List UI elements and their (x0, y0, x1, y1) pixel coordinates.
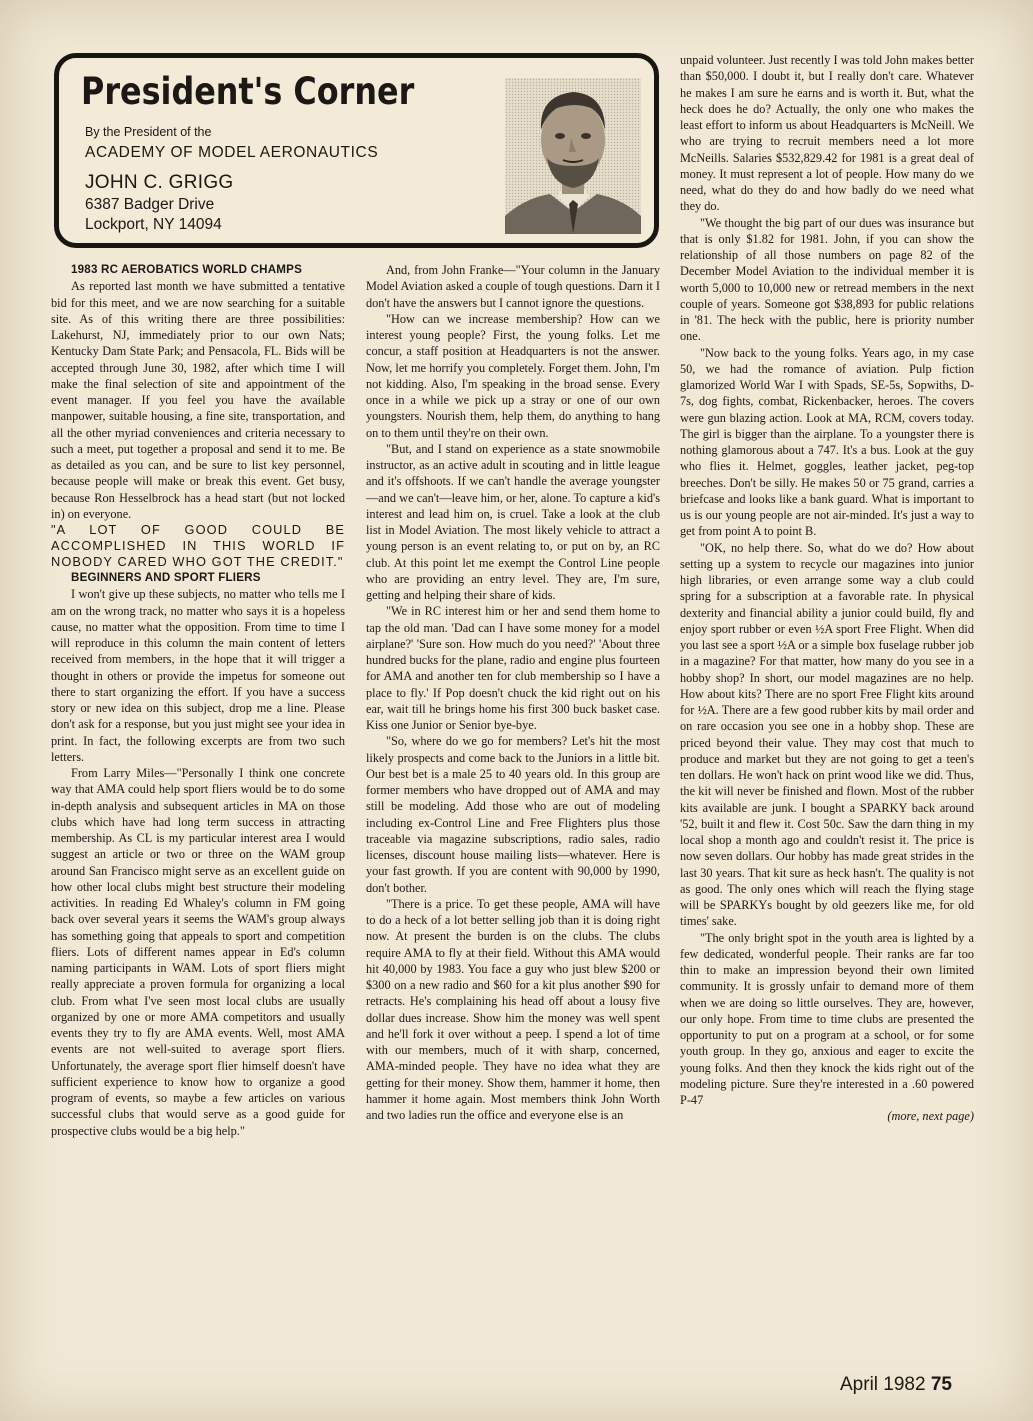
paragraph: I won't give up these subjects, no matter who tells me I am on the wrong track, no matter who says it is a hopeless cause, no matter what the opposition. From time to time I will reproduce in this column the main content of letters received from members, in the hope that it will trigger a thought in others or provide the impetus for someone out there to start organizing the effort. If you have a success story or new idea on this subject, drop me a line. Please don't ask for a response, but you just might see your idea in print. In fact, the following excerpts are from two such letters. (51, 587, 345, 764)
header-box (54, 53, 659, 248)
paragraph: As reported last month we have submitted a tentative bid for this meet, and we are now searching for a suitable site. As of this writing there are three possibilities: Lakehurst, NJ, immediately prior to our own Nats; Kentucky Dam State Park; and Pensacola, FL. Bids will be accepted through June 30, 1982, after which time I will make the final selection of site and appointment of the event manager. If you feel you have the available manpower, suitable housing, a fine site, transportation, and all the other myriad conveniences and criteria necessary to such a meet, put together a proposal and send it to me. Be as detailed as you can, and be sure to list key personnel, because people will make or break this event. Get busy, because Ron Hesselbrock has a head start (but not locked in) on everyone. (51, 279, 345, 521)
portrait-photo-icon (505, 78, 641, 234)
paragraph: unpaid volunteer. Just recently I was told John makes better than $50,000. I doubt it, but I really don't care. Whatever he makes I am sure he earns and is worth it. But, what the heck does he do? Actually, the only one who makes the least effort to inform us about Headquarters is McNeill. We who are trying to recruit members need a lot more McNeills. Salaries $532,829.42 for 1981 is a great deal of money. It must represent a lot of people. How many do we need, what do they do and how badly do we need what they do. (680, 53, 974, 214)
paragraph: "There is a price. To get these people, AMA will have to do a heck of a lot better selling job than it is doing right now. At present the burden is on the clubs. The clubs require AMA to fly at their field. Without this AMA would hit 40,000 by 1983. You face a guy who just blew $200 or $300 on a new radio and $60 for a kit plus another $90 for retracts. He's complaining his head off about a lousy five dollar dues increase. Show him the money was well spent and he'll fork it over without a peep. I spend a lot of time with our members, much of it with sharp, concerned, AMA-minded people. They have no idea what they are getting for their money. Show them, hammer it home, then hammer it home again. Most members think John Worth and two ladies run the office and everyone else is an (366, 896, 660, 1122)
by-line: By the President of the (85, 125, 212, 139)
author-name: JOHN C. GRIGG (85, 172, 234, 193)
continued-note: (more, next page) (887, 1109, 974, 1124)
paragraph: "We thought the big part of our dues was insurance but that is only $1.82 for 1981. John, if you can show the relationship of all those numbers on page 82 of the December Model Aviation to the individual member it is worth 5,000 to 10,000 new or retread members in the next couple of years. Someone got $38,893 for public relations in '81. The heck with the public, here is priority number one. (680, 215, 974, 344)
paragraph: "The only bright spot in the youth area is lighted by a few dedicated, wonderful people. Their ranks are far too thin to make an impression beyond their own limited community. It is grossly unfair to demand more of them when we are doing so little ourselves. They are, however, our only hope. From time to time clubs are presented the opportunity to put on a program at a school, or for some youth group. In they go, anxious and eager to excite the young folks. And then they knock the kids right out of the modeling picture. Sure they're interested in a .60 powered P-47 (680, 930, 974, 1107)
paragraph: "But, and I stand on experience as a state snowmobile instructor, as an active adult in scouting and in little league and it's offshoots. If we can't handle the average youngster—and we can't—leave him, or her, alone. To capture a kid's interest and lead him on, is cruel. Take a look at the club list in Model Aviation. The most likely vehicle to attract a young person is an event relating to, or put on by, an RC club. At this point let me exempt the Control Line people who are providing an entry level. They are, I'm sure, getting and helping their share of kids. (366, 441, 660, 602)
pull-quote: "A LOT OF GOOD COULD BE ACCOMPLISHED IN THIS WORLD IF NOBODY CARED WHO GOT THE CREDIT." (51, 522, 345, 569)
column-title: President's Corner (81, 70, 415, 113)
paragraph: "We in RC interest him or her and send them home to tap the old man. 'Dad can I have some money for a model airplane?' 'Sure son. How much do you need?' 'About three hundred bucks for the plane, radio and engine plus fourteen for AMA and another ten for club membership so I have a place to fly.' If Pop doesn't chuck the kid right out on his ear, wait till he brings home his first 300 buck basket case. Kiss one Junior or Senior bye-bye. (366, 604, 660, 732)
address-line-1: 6387 Badger Drive (85, 196, 215, 213)
paragraph: From Larry Miles—"Personally I think one concrete way that AMA could help sport fliers would be to do some in-depth analysis and subsequent articles in MA on those clubs which have had long term success in attracting membership. As CL is my particular interest area I would suggest an article or two or three on the WAM group around San Francisco might serve as an excellent guide on how other local clubs might best structure their modeling activities. In reading Ed Whaley's column in FM going back over several years it seems the WAM's group always has something going that appeals to sport and competition fliers. Lots of different names appear in Ed's column naming participants in WAM. Lots of sport fliers might really appreciate a proven formula for organizing a local club. From what I've seen most local clubs are usually organized by one or more AMA competitors and usually events they try to fly are AMA events. Well, most AMA events are not well-suited to average sport fliers. Unfortunately, the average sport flier himself doesn't have sufficient experience to know how to organize a good program of events, so maybe a few articles on various successful clubs that would serve as a good guide for prospective clubs would be a big help." (51, 766, 345, 1138)
paragraph: "So, where do we go for members? Let's hit the most likely prospects and come back to the Juniors in a little bit. Our best bet is a male 25 to 40 years old. In this group are former members who have dropped out of AMA and may still be modeling. Add those who are out of modeling including ex-Control Line and Free Flighters plus those traceable via magazine subscriptions, radio sales, radio licenses, discount house mailing lists—whatever. Here is your fast growth. If you are content with 90,000 by 1990, don't bother. (366, 734, 660, 895)
address-line-2: Lockport, NY 14094 (85, 216, 222, 233)
section-heading-beginners: BEGINNERS AND SPORT FLIERS (71, 571, 261, 584)
issue-date: April 1982 (840, 1374, 926, 1395)
section-heading-aerobatics: 1983 RC AEROBATICS WORLD CHAMPS (71, 263, 303, 276)
text-column-2 (366, 262, 660, 1123)
paragraph: And, from John Franke—"Your column in the January Model Aviation asked a couple of tough questions. Darn it I don't have the answers but I cannot ignore the questions. (366, 263, 660, 310)
page-footer (840, 1374, 952, 1396)
paragraph: "Now back to the young folks. Years ago, in my case 50, we had the romance of aviation. Pulp fiction glamorized World War I with Spads, SE-5s, Sopwiths, D-7s, dog fights, combat, Rickenbacker, heroes. The covers were gun blazing action. Look at MA, RCM, covers today. The girl is bigger than the airplane. To a youngster there is nothing glamorous about a 747. It's a bus. Look at the guy who flies it. Helmet, goggles, leather jacket, peg-top breeches. Don't be silly. He makes 50 or 75 grand, carries a briefcase and looks like a bank guard. What is important to us is our young people are not air-minded. It's just a way to get from point A to point B. (680, 345, 974, 539)
organization-name: ACADEMY OF MODEL AERONAUTICS (85, 144, 379, 161)
paragraph: "OK, no help there. So, what do we do? How about setting up a system to recycle our magazines into junior high libraries, or even arrange some way a club could spring for a subscription at a favorable rate. In physical dexterity and financial ability a junior could build, fly and enjoy sport rubber or even ½A sport Free Flight. When did you last see a sport ½A or a simple box fuselage rubber job in a magazine? For that matter, how many do you see in a hobby shop? In short, our model magazines are no help. How about kits? There are no sport Free Flight kits around for ½A. There are a few good rubber kits by mail order and on rare occasion you see one in a hobby shop. These are priced beyond their value. They may cost that much to produce and market but they are not going to get a teen's ten dollars. He won't hack on print wood like we did. Thus, the kit will never be finished and flown. Most of the rubber kits available are junk. I bought a SPARKY back around '52, built it and flew it. Cost 50c. Saw the darn thing in my local shop a month ago and couldn't resist it. The price is now seven dollars. Our hobby has made great strides in the last 30 years. That kit sure as heck hasn't. The quality is not as good. The only ones which will reach the flying stage will be SPARKYs bought by old geezers like me, for old times' sake. (680, 540, 974, 929)
page-number: 75 (930, 1374, 952, 1395)
text-column-1 (51, 262, 345, 1139)
paragraph: "How can we increase membership? How can we interest young people? First, the young folks. Let me concur, a staff position at Headquarters is not the answer. Now, let me horrify you completely. Forget them. John, I'm not kidding. Also, I'm speaking in the broad sense. Every once in a while we pick up a stray or one of our own youngsters. Nourish them, help them, do anything to hang on to them until they're on their own. (366, 311, 660, 440)
text-column-3 (680, 52, 974, 1125)
